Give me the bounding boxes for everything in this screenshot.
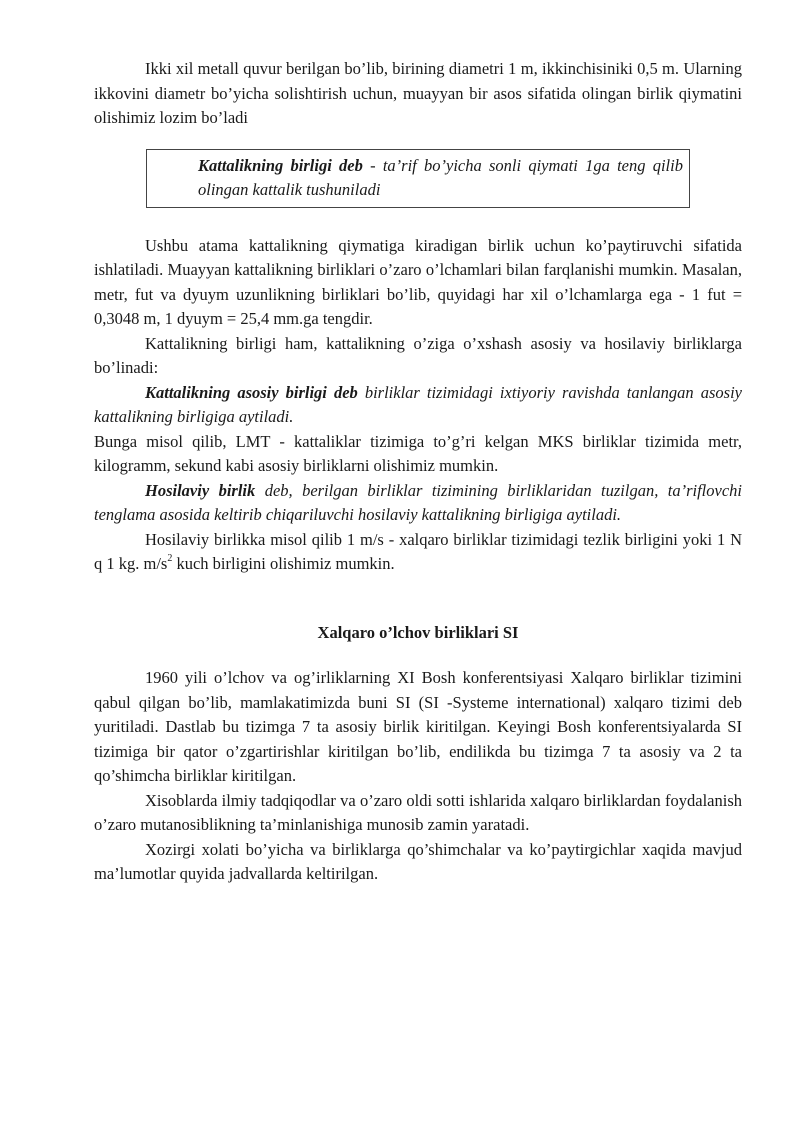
intro-paragraph: Ikki xil metall quvur berilgan bo’lib, birining diametri 1 m, ikkinchisiniki 0,5 m. Ularning ikkovini diametr bo’yicha solishtirish uchun, muayyan bir asos sifatida olingan birlik qiymatini olishimiz lozim bo’ladi — [94, 59, 742, 127]
document-page — [94, 57, 742, 887]
derived-unit-term: Hosilaviy birlik — [145, 480, 256, 500]
usage-paragraph: Ushbu atama kattalikning qiymatiga kiradigan birlik uchun ko’paytiruvchi sifatida ishlatiladi. Muayyan kattalikning birliklari o’zaro o’lchamlari bilan farqlanishi mumkin. Masalan, metr, fut va dyuym uzunlikning birliklari bo’lib, quyidagi har xil o’lchamlarga ega - 1 fut = 0,3048 m, 1 dyuym = 25,4 mm.ga tengdir. — [94, 235, 742, 328]
base-unit-text: birliklar tizimidagi ixtiyoriy ravishda tanlangan asosiy kattalikning birligiga aytiladi. — [94, 382, 742, 426]
base-unit-term: Kattalikning asosiy birligi deb — [145, 382, 358, 402]
current-state-paragraph: Xozirgi xolati bo’yicha va birliklarga qo’shimchalar va ko’paytirgichlar xaqida mavjud ma’lumotlar quyida jadvallarda keltirilgan. — [94, 839, 742, 883]
base-unit-definition — [94, 381, 742, 430]
derived-example-before: Hosilaviy birlikka misol qilib 1 m/s - xalqaro birliklar tizimidagi tezlik birligini yoki 1 N q 1 kg. m/s — [94, 529, 742, 573]
derived-unit-definition — [94, 479, 742, 528]
derived-example-superscript: 2 — [167, 552, 173, 564]
history-paragraph: 1960 yili o’lchov va og’irliklarning XI Bosh konferentsiyasi Xalqaro birliklar tizimini qabul qilgan bo’lib, mamlakatimizda buni SI (SI -Systeme international) xalqaro tizimi deb yuritiladi. Dastlab bu tizimga 7 ta asosiy birlik kiritilgan. Keyingi Bosh konferentsiyalarda SI tizimiga bir qator o’zgartirishlar kiritilgan bo’lib, endilikda bu tizimga 7 ta asosiy va 2 ta qo’shimcha birliklar kiritilgan. — [94, 668, 742, 785]
derived-example-after: kuch birligini olishimiz mumkin. — [172, 554, 395, 573]
definition-box-text — [153, 154, 683, 203]
section-heading: Xalqaro o’lchov birliklari SI — [317, 622, 519, 642]
base-unit-example: Bunga misol qilib, LMT - kattaliklar tizimiga to’g’ri kelgan MKS birliklar tizimida metr, kilogramm, sekund kabi asosiy birliklarni olishimiz mumkin. — [94, 431, 742, 475]
definition-box — [146, 149, 690, 208]
definition-text: - ta’rif bo’yicha sonli qiymati 1ga teng qilib olingan kattalik tushuniladi — [198, 155, 683, 199]
definition-term: Kattalikning birligi deb — [198, 155, 363, 175]
division-paragraph: Kattalikning birligi ham, kattalikning o’ziga o’xshash asosiy va hosilaviy birliklarga bo’linadi: — [94, 333, 742, 377]
derived-unit-example — [94, 528, 742, 577]
research-paragraph: Xisoblarda ilmiy tadqiqodlar va o’zaro oldi sotti ishlarida xalqaro birliklardan foydalanish o’zaro mutanosiblikning ta’minlanishiga munosib zamin yaratadi. — [94, 790, 742, 834]
derived-unit-text: deb, berilgan birliklar tizimining birliklaridan tuzilgan, ta’riflovchi tenglama asosida keltirib chiqariluvchi hosilaviy kattalikning birligiga aytiladi. — [94, 480, 742, 524]
